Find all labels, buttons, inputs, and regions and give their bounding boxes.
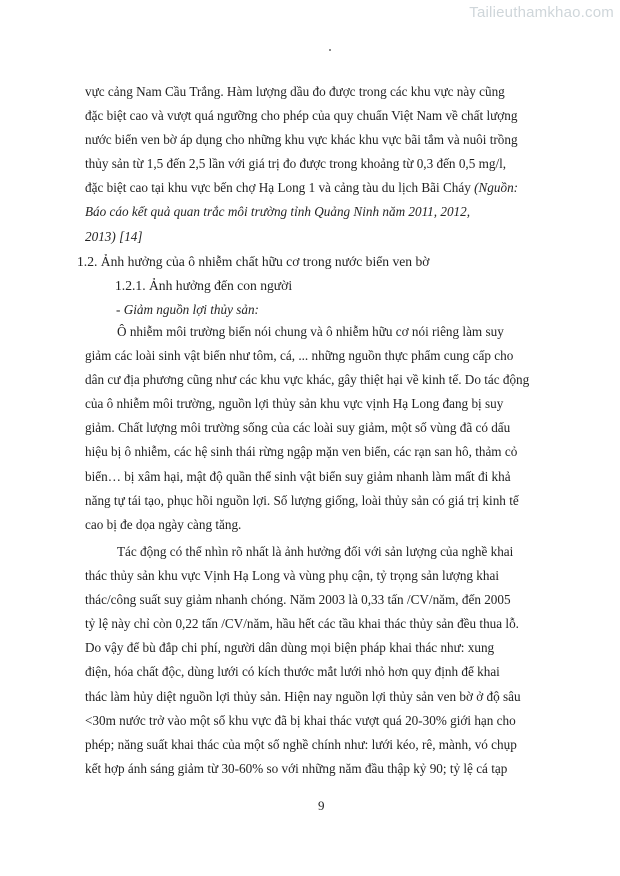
citation-start: (Nguồn: — [474, 180, 519, 196]
text-line: Do vậy để bù đắp chi phí, người dân dùng mọi biện pháp khai thác như: xung — [85, 640, 495, 656]
intro-paragraph — [85, 80, 548, 249]
text-line: phép; năng suất khai thác của một số nghề chính như: lưới kéo, rê, mành, vó chụp — [85, 736, 517, 752]
text-line: của ô nhiễm môi trường, nguồn lợi thủy sản khu vực vịnh Hạ Long đang bị suy — [85, 396, 504, 412]
text-line: thác/công suất suy giảm nhanh chóng. Năm 2003 là 0,33 tấn /CV/năm, đến 2005 — [85, 592, 511, 608]
header-dot — [329, 49, 331, 51]
paragraph-2 — [85, 540, 548, 781]
paragraph-1 — [85, 320, 548, 537]
text-line: <30m nước trở vào một số khu vực đã bị khai thác vượt quá 20-30% giới hạn cho — [85, 712, 516, 728]
text-line: thác làm hủy diệt nguồn lợi thủy sản. Hiện nay nguồn lợi thủy sản ven bờ ở độ sâu — [85, 688, 521, 704]
text-line: biển… bị xâm hại, mật độ quần thể sinh vật biển suy giảm nhanh làm mất đi khả — [85, 468, 511, 484]
text-line: giảm. Chất lượng môi trường sống của các loài suy giảm, một số vùng đã có dấu — [85, 420, 511, 436]
text-line: cao bị đe dọa ngày càng tăng. — [85, 516, 242, 532]
text-line: vực cảng Nam Cầu Trắng. Hàm lượng dầu đo được trong các khu vực này cũng — [85, 84, 505, 99]
text-line: tỷ lệ này chỉ còn 0,22 tấn /CV/năm, hầu hết các tầu khai thác thủy sản đều thua lỗ. — [85, 616, 519, 632]
bullet-heading: - Giảm nguồn lợi thủy sản: — [116, 302, 259, 317]
text-line: thác thủy sản khu vực Vịnh Hạ Long và vùng phụ cận, tỷ trọng sản lượng khai — [85, 568, 500, 584]
text-line: thủy sản từ 1,5 đến 2,5 lần với giá trị đo được trong khoảng từ 0,3 đến 0,5 mg/l, — [85, 156, 507, 172]
text-line: Ô nhiễm môi trường biển nói chung và ô nhiễm hữu cơ nói riêng làm suy — [117, 324, 504, 339]
text-line: năng tự tái tạo, phục hồi nguồn lợi. Số lượng giống, loài thủy sản có giá trị kinh tế — [85, 492, 519, 508]
text-line: nước biển ven bờ áp dụng cho những khu vực khác khu vực bãi tắm và nuôi trồng — [85, 132, 518, 148]
page-number: 9 — [318, 798, 325, 813]
intro-line-last: đặc biệt cao tại khu vực bến chợ Hạ Long 1 và cảng tàu du lịch Bãi Cháy — [85, 180, 471, 196]
text-line: đặc biệt cao và vượt quá ngưỡng cho phép của quy chuẩn Việt Nam về chất lượng — [85, 108, 518, 124]
text-line: hiệu bị ô nhiễm, các hệ sinh thái rừng ngập mặn ven biển, các rạn san hô, thảm cỏ — [85, 444, 518, 460]
text-line: điện, hóa chất độc, dùng lưới có kích thước mắt lưới nhỏ hơn quy định để khai — [85, 664, 500, 680]
text-line: dân cư địa phương cũng như các khu vực khác, gây thiệt hại về kinh tế. Do tác động — [85, 372, 530, 388]
section-heading: 1.2. Ảnh hưởng của ô nhiễm chất hữu cơ trong nước biển ven bờ — [77, 254, 430, 269]
citation-line: Báo cáo kết quả quan trắc môi trường tỉnh Quảng Ninh năm 2011, 2012, — [85, 204, 471, 220]
watermark-text: Tailieuthamkhao.com — [469, 4, 614, 21]
text-line: Tác động có thể nhìn rõ nhất là ảnh hưởng đối với sản lượng của nghề khai — [117, 544, 514, 559]
subsection-heading: 1.2.1. Ảnh hưởng đến con người — [115, 278, 293, 293]
text-line: kết hợp ánh sáng giảm từ 30-60% so với những năm đầu thập kỷ 90; tỷ lệ cá tạp — [85, 760, 508, 776]
text-line — [85, 176, 548, 200]
text-line: giảm các loài sinh vật biển như tôm, cá, ... những nguồn thực phẩm cung cấp cho — [85, 348, 514, 364]
citation-line: 2013) [14] — [85, 228, 143, 244]
